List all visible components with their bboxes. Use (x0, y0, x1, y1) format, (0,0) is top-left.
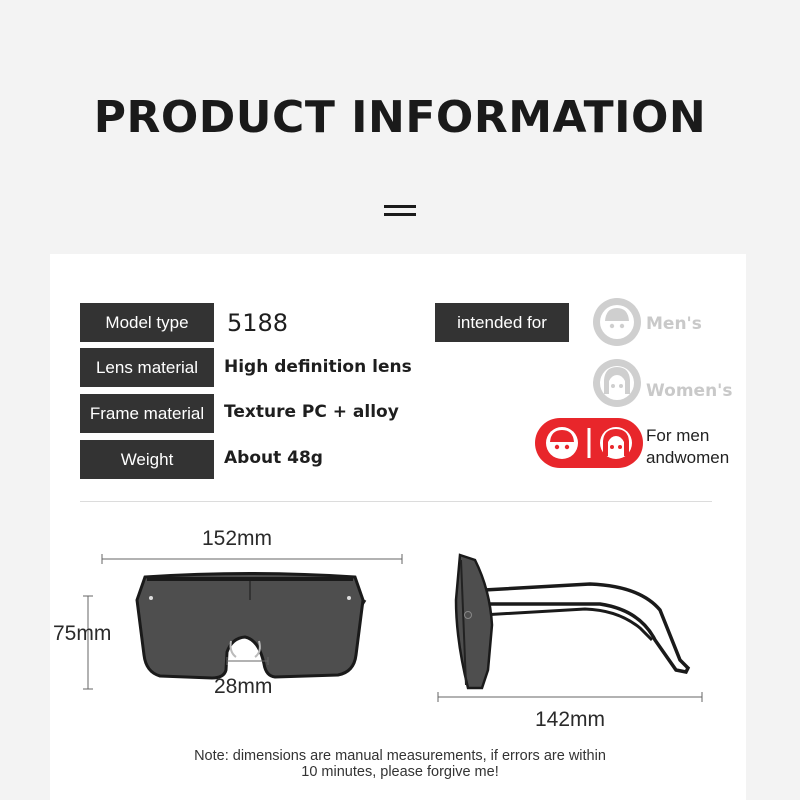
unisex-label-line1: For men (646, 426, 710, 445)
spec-value-frame: Texture PC + alloy (224, 402, 399, 422)
note-line-2: 10 minutes, please forgive me! (301, 764, 499, 780)
spec-value-lens: High definition lens (224, 357, 412, 377)
lens-width-label: 152mm (202, 527, 273, 550)
spec-value-model: 5188 (227, 309, 289, 337)
unisex-label-line2: andwomen (646, 448, 730, 467)
page-title: PRODUCT INFORMATION (93, 92, 707, 143)
intended-for-label: intended for (435, 303, 569, 342)
temple-length-label: 142mm (535, 708, 606, 731)
spec-label-model: Model type (80, 303, 214, 342)
spec-label-frame: Frame material (80, 394, 214, 433)
note-line-1: Note: dimensions are manual measurements, if errors are within (194, 748, 606, 764)
audience-option-women: Women's (646, 381, 733, 401)
audience-option-men: Men's (646, 314, 702, 334)
spec-value-weight: About 48g (224, 448, 323, 468)
lens-height-label: 75mm (53, 622, 112, 645)
measurement-note (120, 748, 680, 780)
spec-label-weight: Weight (80, 440, 214, 479)
bridge-width-label: 28mm (214, 675, 273, 698)
spec-label-lens: Lens material (80, 348, 214, 387)
